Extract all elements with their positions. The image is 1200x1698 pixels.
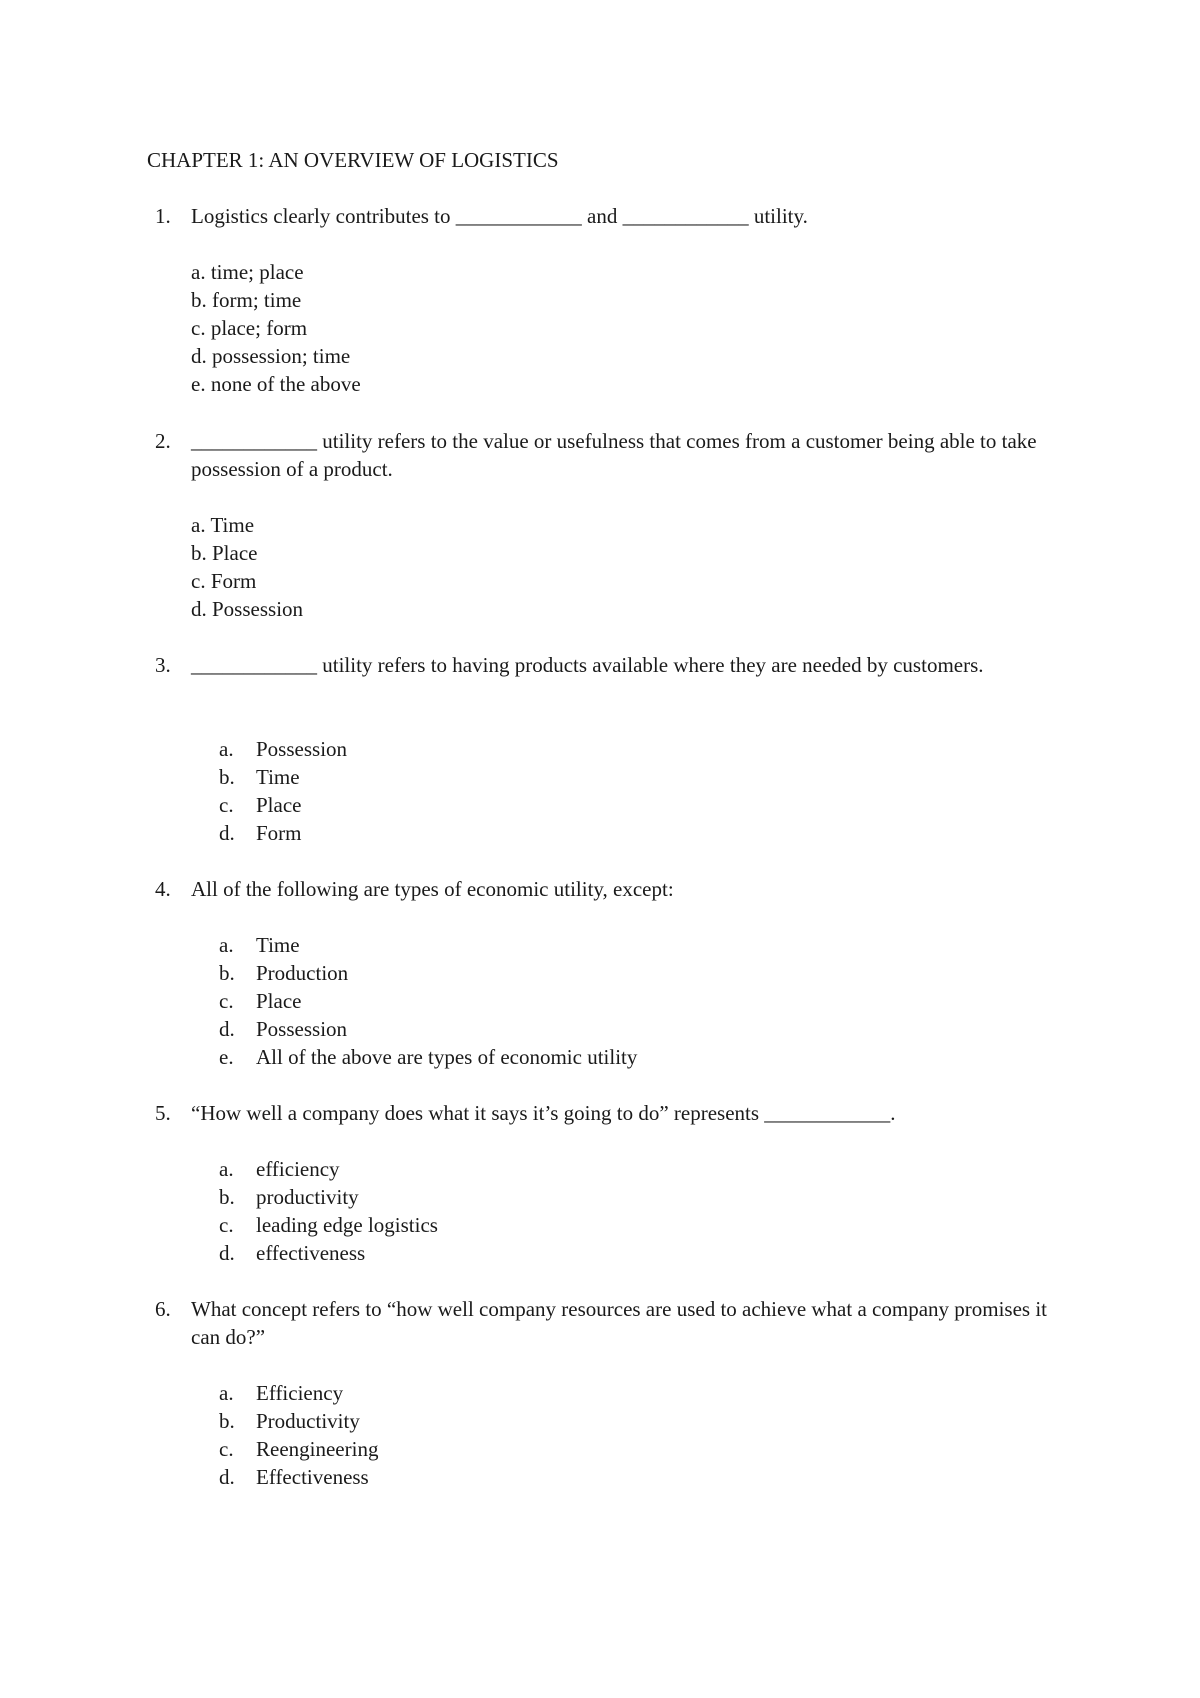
chapter-title: CHAPTER 1: AN OVERVIEW OF LOGISTICS (147, 148, 559, 172)
option-letter: a. (219, 737, 234, 761)
option-letter: a. (219, 933, 234, 957)
option-e[interactable] (0, 1043, 1200, 1071)
option-text: leading edge logistics (256, 1213, 438, 1237)
option-b[interactable] (0, 286, 1200, 314)
option-text: Form (256, 821, 302, 845)
option-c[interactable] (0, 1435, 1200, 1463)
option-letter: b. (219, 1409, 235, 1433)
option-letter: d. (219, 821, 235, 845)
option-a[interactable] (0, 1379, 1200, 1407)
option-c[interactable] (0, 987, 1200, 1015)
option-a[interactable] (0, 511, 1200, 539)
option-text: d. possession; time (191, 344, 351, 368)
option-e[interactable] (0, 370, 1200, 398)
question-number: 3. (155, 653, 171, 677)
option-text: Production (256, 961, 349, 985)
option-text: All of the above are types of economic utility (256, 1045, 638, 1069)
option-d[interactable] (0, 1015, 1200, 1043)
option-d[interactable] (0, 342, 1200, 370)
option-b[interactable] (0, 1183, 1200, 1211)
option-text: efficiency (256, 1157, 340, 1181)
question-text: What concept refers to “how well company resources are used to achieve what a company promises it can do?” (191, 1297, 1048, 1349)
option-d[interactable] (0, 1463, 1200, 1491)
option-b[interactable] (0, 1407, 1200, 1435)
option-letter: c. (219, 1213, 234, 1237)
option-text: c. place; form (191, 316, 308, 340)
option-text: b. Place (191, 541, 258, 565)
option-a[interactable] (0, 735, 1200, 763)
option-letter: b. (219, 765, 235, 789)
option-c[interactable] (0, 1211, 1200, 1239)
question-number: 2. (155, 429, 171, 453)
option-letter: b. (219, 961, 235, 985)
option-a[interactable] (0, 1155, 1200, 1183)
option-letter: c. (219, 989, 234, 1013)
option-letter: a. (219, 1157, 234, 1181)
option-letter: d. (219, 1465, 235, 1489)
option-text: e. none of the above (191, 372, 361, 396)
option-text: productivity (256, 1185, 359, 1209)
answer-options (0, 735, 1200, 847)
option-text: Reengineering (256, 1437, 379, 1461)
question-number: 4. (155, 877, 171, 901)
option-text: Efficiency (256, 1381, 344, 1405)
question-number: 1. (155, 204, 171, 228)
option-c[interactable] (0, 567, 1200, 595)
option-letter: c. (219, 793, 234, 817)
option-text: a. time; place (191, 260, 304, 284)
option-d[interactable] (0, 819, 1200, 847)
question-text: ____________ utility refers to the value or usefulness that comes from a customer being able to take possession of a product. (191, 429, 1037, 481)
option-a[interactable] (0, 931, 1200, 959)
answer-options (0, 1155, 1200, 1267)
option-letter: a. (219, 1381, 234, 1405)
question-text: “How well a company does what it says it’s going to do” represents ____________. (191, 1101, 896, 1125)
option-text: d. Possession (191, 597, 304, 621)
answer-options (0, 511, 1200, 623)
answer-options (0, 1379, 1200, 1491)
option-letter: d. (219, 1017, 235, 1041)
option-text: Place (256, 989, 302, 1013)
question-number: 6. (155, 1297, 171, 1321)
option-letter: d. (219, 1241, 235, 1265)
option-letter: b. (219, 1185, 235, 1209)
option-text: Effectiveness (256, 1465, 369, 1489)
option-letter: c. (219, 1437, 234, 1461)
option-letter: e. (219, 1045, 234, 1069)
option-c[interactable] (0, 314, 1200, 342)
question-text: All of the following are types of economic utility, except: (191, 877, 674, 901)
question-number: 5. (155, 1101, 171, 1125)
option-a[interactable] (0, 258, 1200, 286)
option-d[interactable] (0, 1239, 1200, 1267)
option-c[interactable] (0, 791, 1200, 819)
option-text: b. form; time (191, 288, 302, 312)
answer-options (0, 931, 1200, 1071)
option-text: c. Form (191, 569, 257, 593)
option-text: a. Time (191, 513, 255, 537)
question-text: Logistics clearly contributes to ____________ and ____________ utility. (191, 204, 808, 228)
option-b[interactable] (0, 763, 1200, 791)
option-d[interactable] (0, 595, 1200, 623)
option-b[interactable] (0, 539, 1200, 567)
answer-options (0, 258, 1200, 398)
option-text: Time (256, 933, 300, 957)
option-text: Place (256, 793, 302, 817)
option-text: Time (256, 765, 300, 789)
option-b[interactable] (0, 959, 1200, 987)
option-text: Possession (256, 737, 348, 761)
question-text: ____________ utility refers to having products available where they are needed by customers. (191, 653, 984, 677)
option-text: Possession (256, 1017, 348, 1041)
option-text: effectiveness (256, 1241, 366, 1265)
option-text: Productivity (256, 1409, 360, 1433)
